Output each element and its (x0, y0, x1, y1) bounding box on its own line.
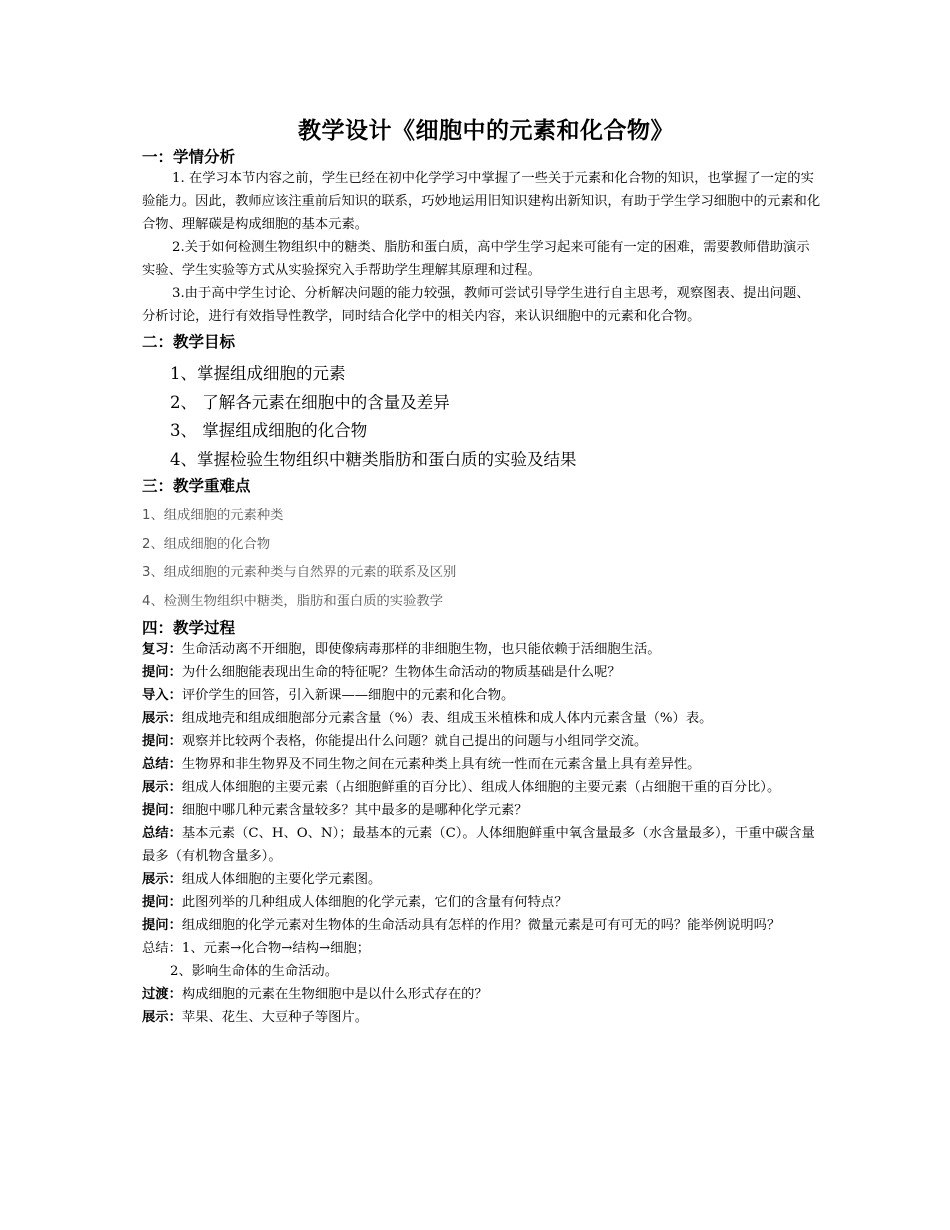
goal-list (142, 360, 822, 474)
process-text: 总结：1、元素→化合物→结构→细胞； (142, 941, 371, 956)
process-text: 此图列举的几种组成人体细胞的化学元素，它们的含量有何特点？ (181, 895, 568, 910)
process-line (142, 799, 822, 822)
goal-item: 3、 掌握组成细胞的化合物 (170, 421, 368, 440)
process-line (142, 638, 822, 661)
document-title: 教学设计《细胞中的元素和化合物》 (298, 118, 674, 144)
process-text: 生命活动离不开细胞，即使像病毒那样的非细胞生物，也只能依赖于活细胞生活。 (181, 642, 661, 657)
process-line (142, 868, 822, 891)
process-label: 提问： (142, 734, 182, 749)
document-page (142, 112, 822, 1029)
process-label: 总结： (142, 757, 182, 772)
process-line (142, 983, 822, 1006)
key-point-item: 2、组成细胞的化合物 (142, 536, 271, 552)
process-line (142, 914, 822, 937)
process-line (142, 684, 822, 707)
process-text: 组成人体细胞的主要化学元素图。 (181, 872, 382, 887)
section-heading-key-points: 三：教学重难点 (142, 477, 251, 495)
process-text: 观察并比较两个表格，你能提出什么问题？就自己提出的问题与小组同学交流。 (181, 734, 648, 749)
goal-item: 4、掌握检验生物组织中糖类脂肪和蛋白质的实验及结果 (170, 449, 577, 469)
process-list (142, 638, 822, 1029)
analysis-paragraph: 3.由于高中学生讨论、分析解决问题的能力较强，教师可尝试引导学生进行自主思考，观察图表、提出问题、分析讨论，进行有效指导性教学，同时结合化学中的相关内容，来认识细胞中的元素和化合物。 (142, 286, 810, 324)
process-line (142, 776, 822, 799)
process-line (142, 730, 822, 753)
process-label: 过渡： (142, 987, 182, 1002)
process-line (142, 661, 822, 684)
analysis-paragraph: 1. 在学习本节内容之前，学生已经在初中化学学习中掌握了一些关于元素和化合物的知识，也掌握了一定的实验能力。因此，教师应该注重前后知识的联系，巧妙地运用旧知识建构出新知识，有助于学生学习细胞中的元素和化合物、理解碳是构成细胞的基本元素。 (142, 171, 821, 232)
process-text: 评价学生的回答，引入新课——细胞中的元素和化合物。 (181, 688, 515, 703)
process-text: 组成人体细胞的主要元素（占细胞鲜重的百分比）、组成人体细胞的主要元素（占细胞干重的百分比）。 (181, 780, 781, 795)
process-text: 细胞中哪几种元素含量较多？其中最多的是哪种化学元素？ (181, 803, 528, 818)
process-line (142, 937, 822, 960)
section-heading-goals: 二：教学目标 (142, 333, 236, 351)
goal-item: 2、 了解各元素在细胞中的含量及差异 (170, 392, 450, 412)
process-label: 提问： (142, 803, 182, 818)
process-line (142, 753, 822, 776)
analysis-paragraph: 2.关于如何检测生物组织中的糖类、脂肪和蛋白质，高中学生学习起来可能有一定的困难，需要教师借助演示实验、学生实验等方式从实验探究入手帮助学生理解其原理和过程。 (142, 240, 810, 278)
process-text: 组成地壳和组成细胞部分元素含量（%）表、组成玉米植株和成人体内元素含量（%）表。 (181, 711, 713, 726)
key-point-item: 3、组成细胞的元素种类与自然界的元素的联系及区别 (142, 565, 457, 580)
key-point-item: 4、检测生物组织中糖类，脂肪和蛋白质的实验教学 (142, 593, 443, 609)
process-label: 展示： (142, 711, 182, 726)
process-line (142, 707, 822, 730)
process-text: 2、影响生命体的生命活动。 (170, 964, 339, 979)
process-label: 提问： (142, 918, 182, 933)
process-label: 复习： (142, 642, 182, 657)
process-line (142, 891, 822, 914)
goal-item: 1、掌握组成细胞的元素 (170, 364, 346, 383)
process-label: 展示： (142, 780, 182, 795)
process-label: 提问： (142, 665, 182, 680)
process-label: 展示： (142, 1010, 182, 1025)
section-heading-process: 四：教学过程 (142, 619, 236, 637)
section-heading-analysis: 一：学情分析 (142, 148, 236, 166)
process-line (142, 822, 822, 868)
process-line (142, 1006, 822, 1029)
process-label: 总结： (142, 826, 182, 841)
process-label: 导入： (142, 688, 182, 703)
process-label: 展示： (142, 872, 182, 887)
process-text: 苹果、花生、大豆种子等图片。 (181, 1010, 369, 1025)
process-text: 为什么细胞能表现出生命的特征呢？生物体生命活动的物质基础是什么呢？ (181, 665, 621, 680)
process-label: 提问： (142, 895, 182, 910)
process-text: 构成细胞的元素在生物细胞中是以什么形式存在的？ (181, 987, 488, 1002)
process-line (142, 960, 822, 983)
process-text: 基本元素（C、H、O、N）；最基本的元素（C）。人体细胞鲜重中氧含量最多（水含量最多），干重中碳含量最多（有机物含量多）。 (142, 826, 815, 864)
key-point-item: 1、组成细胞的元素种类 (142, 508, 284, 523)
process-text: 组成细胞的化学元素对生物体的生命活动具有怎样的作用？微量元素是可有可无的吗？能举例说明吗？ (181, 918, 781, 933)
process-text: 生物界和非生物界及不同生物之间在元素种类上具有统一性而在元素含量上具有差异性。 (181, 757, 701, 772)
key-point-list (142, 502, 822, 616)
